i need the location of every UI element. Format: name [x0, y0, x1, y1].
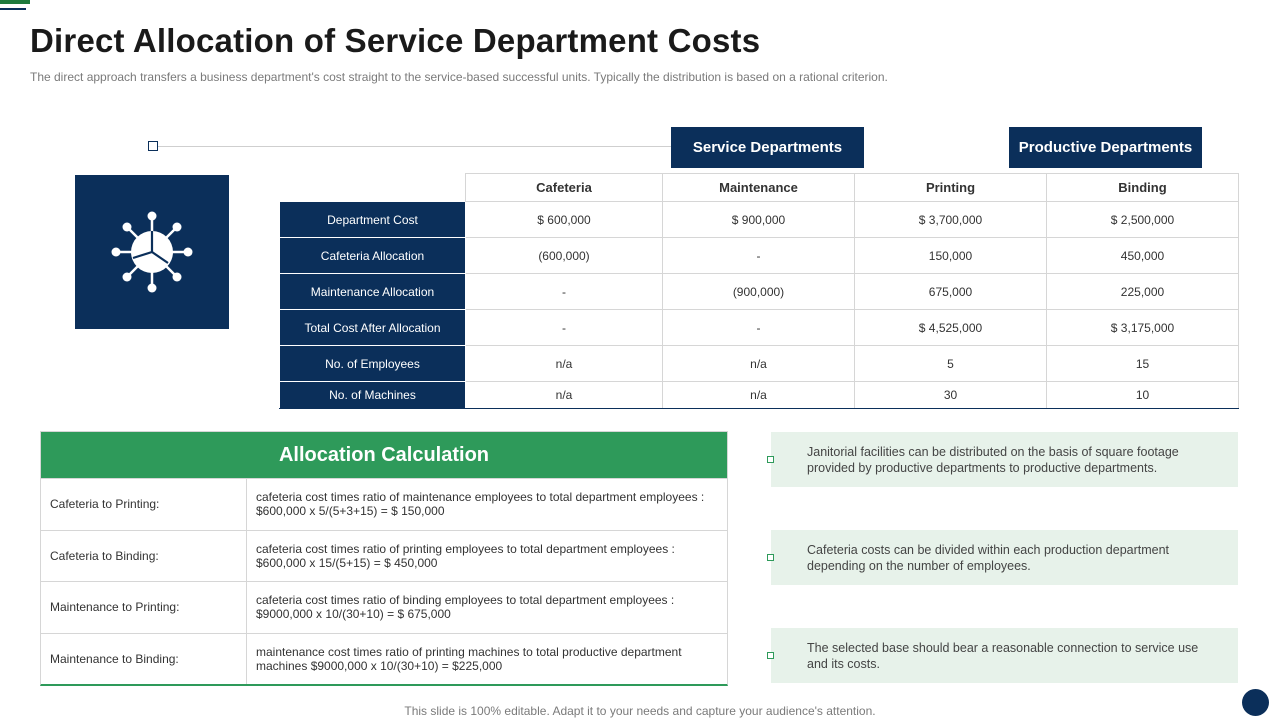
table-cell: $ 600,000 — [466, 202, 663, 238]
table-cell: 450,000 — [1047, 238, 1239, 274]
table-cell: - — [663, 238, 855, 274]
calculation-label: Cafeteria to Printing: — [41, 479, 247, 530]
table-cell: 30 — [855, 382, 1047, 409]
table-cell: n/a — [466, 346, 663, 382]
table-cell: n/a — [466, 382, 663, 409]
table-cell: 150,000 — [855, 238, 1047, 274]
footer-text: This slide is 100% editable. Adapt it to your needs and capture your audience's attention. — [404, 704, 876, 718]
table-cell: $ 3,175,000 — [1047, 310, 1239, 346]
accent-bar-secondary — [0, 8, 26, 10]
table-row — [280, 346, 1239, 382]
note-card — [771, 628, 1238, 683]
connector-line — [158, 146, 671, 147]
table-cell: - — [663, 310, 855, 346]
cost-allocation-table — [279, 173, 1239, 409]
table-cell: $ 2,500,000 — [1047, 202, 1239, 238]
row-label: Maintenance Allocation — [280, 274, 466, 310]
allocation-calculation-title: Allocation Calculation — [41, 432, 727, 478]
calculation-text: cafeteria cost times ratio of printing employees to total department employees : $600,000 x 15/(5+15) = $ 450,000 — [256, 541, 675, 570]
page-subtitle: The direct approach transfers a business department's cost straight to the service-based successful units. Typically the distribution is based on a rational criterion. — [30, 70, 888, 84]
row-label: Total Cost After Allocation — [280, 310, 466, 346]
accent-bar — [0, 0, 30, 4]
table-row — [280, 238, 1239, 274]
table-row — [280, 202, 1239, 238]
allocation-calculation-panel — [40, 431, 728, 686]
calculation-row — [41, 530, 727, 582]
table-corner — [280, 174, 466, 202]
table-cell: - — [466, 274, 663, 310]
connector-square-icon — [148, 141, 158, 151]
bullet-square-icon — [767, 554, 774, 561]
table-row — [280, 274, 1239, 310]
productive-departments-header: Productive Departments — [1009, 127, 1202, 168]
table-cell: n/a — [663, 346, 855, 382]
table-cell: 5 — [855, 346, 1047, 382]
col-header-maintenance: Maintenance — [663, 174, 855, 202]
table-cell: - — [466, 310, 663, 346]
calculation-label: Maintenance to Binding: — [41, 634, 247, 685]
pie-chart-network-icon — [110, 210, 194, 294]
table-cell: (900,000) — [663, 274, 855, 310]
page-title: Direct Allocation of Service Department Costs — [30, 22, 761, 59]
calculation-text: cafeteria cost times ratio of maintenance employees to total department employees : $600,000 x 5/(5+3+15) = $ 150,000 — [256, 490, 705, 519]
corner-circle-icon — [1242, 689, 1269, 716]
table-row — [280, 310, 1239, 346]
table-row — [280, 382, 1239, 409]
note-text: Cafeteria costs can be divided within each production department depending on the number of employees. — [807, 542, 1170, 573]
table-cell: (600,000) — [466, 238, 663, 274]
col-header-binding: Binding — [1047, 174, 1239, 202]
row-label: No. of Employees — [280, 346, 466, 382]
bullet-square-icon — [767, 652, 774, 659]
table-cell: $ 4,525,000 — [855, 310, 1047, 346]
icon-tile — [75, 175, 229, 329]
note-card — [771, 530, 1238, 585]
row-label: Department Cost — [280, 202, 466, 238]
col-header-cafeteria: Cafeteria — [466, 174, 663, 202]
service-departments-header: Service Departments — [671, 127, 864, 168]
calculation-row — [41, 478, 727, 530]
calculation-text: maintenance cost times ratio of printing machines to total productive department machines $9000,000 x 10/(30+10) = $225,000 — [256, 644, 682, 673]
table-cell: $ 900,000 — [663, 202, 855, 238]
table-cell: 675,000 — [855, 274, 1047, 310]
calculation-text: cafeteria cost times ratio of binding employees to total department employees : $9000,000 x 10/(30+10) = $ 675,000 — [256, 593, 675, 622]
table-cell: n/a — [663, 382, 855, 409]
calculation-row — [41, 581, 727, 633]
row-label: Cafeteria Allocation — [280, 238, 466, 274]
bullet-square-icon — [767, 456, 774, 463]
col-header-printing: Printing — [855, 174, 1047, 202]
row-label: No. of Machines — [280, 382, 466, 409]
table-cell: 15 — [1047, 346, 1239, 382]
table-cell: 225,000 — [1047, 274, 1239, 310]
calculation-label: Maintenance to Printing: — [41, 582, 247, 633]
table-cell: 10 — [1047, 382, 1239, 409]
calculation-row — [41, 633, 727, 685]
note-card — [771, 432, 1238, 487]
note-text: The selected base should bear a reasonable connection to service use and its costs. — [807, 640, 1199, 671]
note-text: Janitorial facilities can be distributed on the basis of square footage provided by productive departments to productive departments. — [807, 444, 1179, 475]
table-header-row — [280, 174, 1239, 202]
table-cell: $ 3,700,000 — [855, 202, 1047, 238]
calculation-label: Cafeteria to Binding: — [41, 531, 247, 582]
